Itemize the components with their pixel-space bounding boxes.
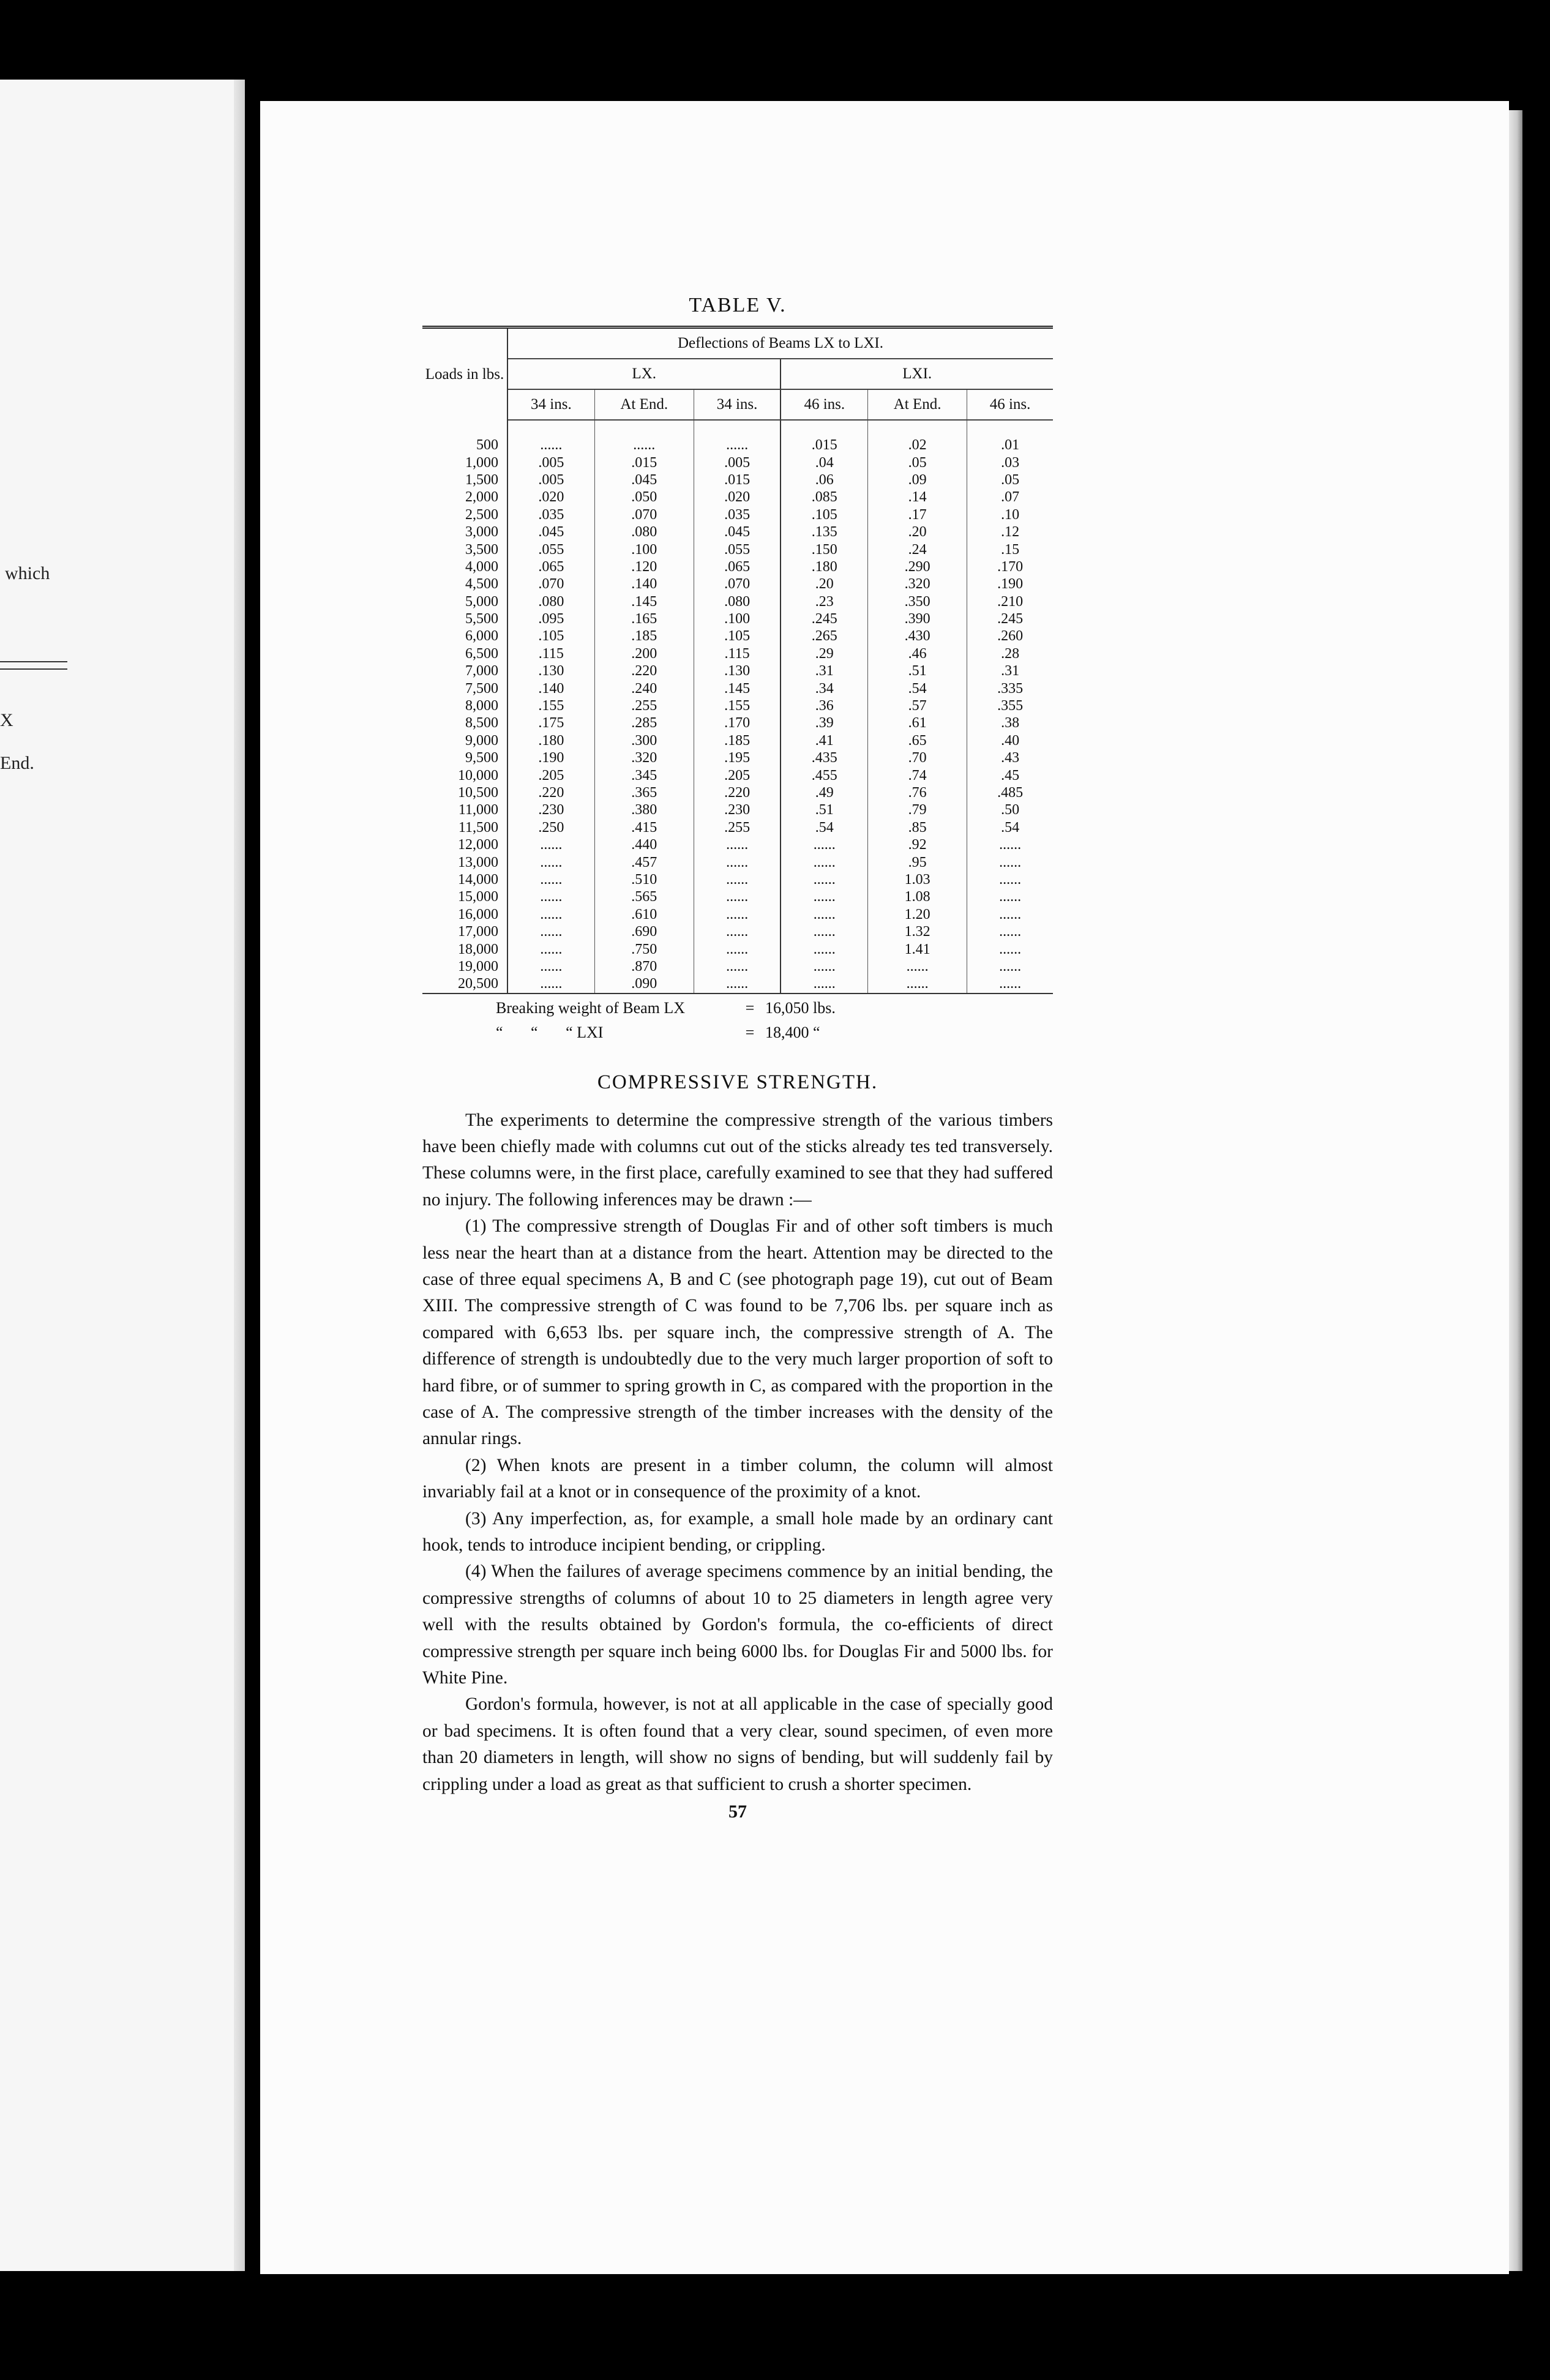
- load-cell: 18,000: [422, 940, 507, 957]
- deflection-cell: .17: [868, 506, 967, 523]
- deflection-cell: 1.08: [868, 888, 967, 905]
- deflection-cell: .045: [507, 523, 594, 541]
- load-cell: 6,500: [422, 645, 507, 662]
- deflection-cell: ......: [999, 924, 1022, 940]
- load-cell: 7,000: [422, 662, 507, 679]
- deflection-cell: ......: [999, 906, 1022, 922]
- deflection-cell: .12: [1001, 524, 1020, 541]
- deflection-cell: ......: [507, 871, 594, 888]
- body-paragraph: (3) Any imperfection, as, for example, a small hole made by an ordinary cant hook, tends to introduce incipient bending, or crippling.: [422, 1508, 1053, 1555]
- deflection-cell: .045: [594, 471, 694, 488]
- deflection-cell: .090: [594, 975, 694, 992]
- deflection-cell: ......: [694, 958, 781, 975]
- deflection-cell: .155: [507, 697, 594, 714]
- deflection-cell: .95: [868, 853, 967, 870]
- fragment-text: X: [0, 710, 13, 730]
- load-cell: 11,000: [422, 801, 507, 818]
- load-cell: 7,500: [422, 679, 507, 697]
- deflection-cell: .380: [594, 801, 694, 818]
- deflection-cell: .045: [694, 523, 781, 541]
- deflection-cell: .39: [781, 714, 867, 732]
- deflection-cell: .140: [507, 679, 594, 697]
- deflection-cell: ......: [999, 889, 1022, 905]
- table-row: [422, 766, 1053, 784]
- deflection-cell: .565: [594, 888, 694, 905]
- body-paragraph: (4) When the failures of average specimens commence by an initial bending, the compressive strengths of columns of about 10 to 25 diameters in length agree very well with the results obtained by Gordon's formula, the co-efficients of direct compressive strength per square inch being 6000 lbs. for Douglas Fir and 5000 lbs. for White Pine.: [422, 1562, 1053, 1688]
- table-row: [422, 923, 1053, 940]
- deflection-cell: .350: [868, 593, 967, 610]
- load-cell: 1,000: [422, 454, 507, 471]
- load-cell: 17,000: [422, 923, 507, 940]
- deflection-cell: .100: [694, 610, 781, 627]
- deflection-cell: .165: [594, 610, 694, 627]
- deflection-cell: .080: [694, 593, 781, 610]
- body-paragraph: The experiments to determine the compressive strength of the various timbers have been chiefly made with columns cut out of the sticks already tes ted transversely. These columns were, in the first place, carefully examined to see that they had suffered no injury. The following inferences may be drawn :—: [422, 1110, 1053, 1210]
- deflection-cell: ......: [507, 420, 594, 454]
- deflection-cell: .220: [694, 784, 781, 801]
- table-row: [422, 819, 1053, 836]
- page-edge: [234, 80, 245, 2271]
- deflection-cell: .145: [694, 679, 781, 697]
- deflection-cell: ......: [999, 958, 1022, 975]
- deflection-cell: .245: [997, 611, 1024, 627]
- deflection-cell: .300: [594, 732, 694, 749]
- deflection-cell: .10: [1001, 506, 1020, 523]
- deflection-cell: .435: [781, 749, 867, 766]
- table-bottom-rule: [422, 993, 1053, 994]
- deflection-cell: .320: [594, 749, 694, 766]
- deflection-cell: ......: [781, 853, 867, 870]
- deflection-cell: .485: [997, 785, 1024, 801]
- deflection-cell: .07: [1001, 489, 1020, 506]
- table-row: [422, 662, 1053, 679]
- load-cell: 20,500: [422, 975, 507, 992]
- equals-sign: =: [745, 998, 755, 1017]
- load-cell: 13,000: [422, 853, 507, 870]
- deflection-cell: .070: [694, 575, 781, 593]
- deflection-cell: .055: [507, 541, 594, 558]
- deflection-cell: .170: [997, 558, 1024, 575]
- load-cell: 5,000: [422, 593, 507, 610]
- deflection-cell: .09: [868, 471, 967, 488]
- deflection-cell: .175: [507, 714, 594, 732]
- deflection-cell: .92: [868, 836, 967, 853]
- breaking-value: 18,400 “: [765, 1023, 820, 1041]
- table-row: [422, 575, 1053, 593]
- deflection-cell: .440: [594, 836, 694, 853]
- load-cell: 9,500: [422, 749, 507, 766]
- deflection-cell: .020: [694, 488, 781, 506]
- deflection-cell: ......: [507, 940, 594, 957]
- load-cell: 11,500: [422, 819, 507, 836]
- deflection-cell: .20: [868, 523, 967, 541]
- deflection-cell: .095: [507, 610, 594, 627]
- table-row: [422, 975, 1053, 992]
- deflection-cell: .690: [594, 923, 694, 940]
- deflection-cell: .115: [507, 645, 594, 662]
- deflection-cell: .085: [781, 488, 867, 506]
- deflection-cell: .54: [1001, 819, 1020, 836]
- deflection-cell: .150: [781, 541, 867, 558]
- load-cell: 12,000: [422, 836, 507, 853]
- deflection-cell: .105: [694, 627, 781, 645]
- deflection-cell: .065: [507, 558, 594, 575]
- deflection-cell: .105: [507, 627, 594, 645]
- table-row: [422, 958, 1053, 975]
- deflection-cell: .100: [594, 541, 694, 558]
- deflection-cell: .220: [594, 662, 694, 679]
- table-row: [422, 836, 1053, 853]
- load-cell: 15,000: [422, 888, 507, 905]
- deflection-cell: .210: [997, 593, 1024, 610]
- deflection-cell: .41: [781, 732, 867, 749]
- table-row: [422, 679, 1053, 697]
- deflection-cell: .36: [781, 697, 867, 714]
- deflection-cell: ......: [507, 906, 594, 923]
- column-header: At End.: [594, 389, 694, 420]
- deflection-cell: .005: [507, 471, 594, 488]
- deflection-cell: .05: [1001, 471, 1020, 488]
- deflection-cell: .170: [694, 714, 781, 732]
- deflection-cell: .31: [1001, 663, 1020, 679]
- body-paragraph: Gordon's formula, however, is not at all applicable in the case of specially good or bad specimens. It is often found that a very clear, sound specimen, of even more than 20 diameters in length, will show no signs of bending, but will suddenly fail by crippling under a load as great as that sufficient to crush a shorter specimen.: [422, 1694, 1053, 1794]
- table-row: [422, 784, 1053, 801]
- deflection-cell: .54: [868, 679, 967, 697]
- deflection-cell: ......: [781, 888, 867, 905]
- deflection-cell: .255: [594, 697, 694, 714]
- load-cell: 8,500: [422, 714, 507, 732]
- table-row: [422, 523, 1053, 541]
- deflection-cell: .04: [781, 454, 867, 471]
- table-row: [422, 697, 1053, 714]
- deflection-cell: ......: [999, 837, 1022, 853]
- equals-sign: =: [745, 1023, 755, 1041]
- table-row: [422, 645, 1053, 662]
- deflection-cell: .260: [997, 628, 1024, 645]
- deflection-cell: ......: [781, 923, 867, 940]
- load-cell: 9,000: [422, 732, 507, 749]
- deflection-cell: ......: [694, 853, 781, 870]
- deflection-cell: .24: [868, 541, 967, 558]
- deflection-cell: .23: [781, 593, 867, 610]
- deflection-cell: .105: [781, 506, 867, 523]
- load-cell: 4,500: [422, 575, 507, 593]
- deflection-cell: .285: [594, 714, 694, 732]
- load-cell: 10,500: [422, 784, 507, 801]
- load-cell: 2,000: [422, 488, 507, 506]
- deflection-cell: .015: [594, 454, 694, 471]
- deflection-cell: .180: [781, 558, 867, 575]
- section-body: [422, 1107, 1053, 1798]
- deflection-cell: .28: [1001, 645, 1020, 662]
- breaking-weight-line: [496, 1022, 1053, 1043]
- table-row: [422, 454, 1053, 471]
- deflection-table: [422, 329, 1053, 993]
- deflection-cell: .355: [997, 698, 1024, 714]
- deflection-cell: ......: [868, 975, 967, 992]
- deflection-cell: .70: [868, 749, 967, 766]
- column-header: 46 ins.: [781, 389, 867, 420]
- deflection-cell: .035: [694, 506, 781, 523]
- loads-header: Loads in lbs.: [422, 329, 507, 420]
- deflection-cell: .870: [594, 958, 694, 975]
- deflection-cell: .46: [868, 645, 967, 662]
- deflection-cell: .255: [694, 819, 781, 836]
- deflection-cell: ......: [507, 888, 594, 905]
- deflection-cell: 1.03: [868, 871, 967, 888]
- deflection-cell: .020: [507, 488, 594, 506]
- fragment-text: End.: [0, 753, 34, 773]
- table-row: [422, 732, 1053, 749]
- deflection-cell: ......: [999, 854, 1022, 870]
- deflection-cell: ......: [507, 923, 594, 940]
- deflection-cell: .57: [868, 697, 967, 714]
- deflection-cell: .54: [781, 819, 867, 836]
- deflection-cell: .65: [868, 732, 967, 749]
- load-cell: 1,500: [422, 471, 507, 488]
- deflection-cell: .750: [594, 940, 694, 957]
- table-row: [422, 593, 1053, 610]
- breaking-weight-line: [496, 998, 1053, 1019]
- deflection-cell: .02: [868, 420, 967, 454]
- deflection-cell: .49: [781, 784, 867, 801]
- deflection-cell: .015: [781, 420, 867, 454]
- deflection-cell: .415: [594, 819, 694, 836]
- fragment-rule: [0, 661, 67, 662]
- table-row: [422, 506, 1053, 523]
- deflection-cell: .265: [781, 627, 867, 645]
- group-header: LX.: [507, 359, 781, 389]
- table-row: [422, 871, 1053, 888]
- deflection-cell: .51: [868, 662, 967, 679]
- deflection-cell: .070: [507, 575, 594, 593]
- deflection-cell: .43: [1001, 750, 1020, 766]
- table-row: [422, 471, 1053, 488]
- section-title: COMPRESSIVE STRENGTH.: [597, 1071, 878, 1093]
- load-cell: 10,000: [422, 766, 507, 784]
- breaking-label: “ “ “ LXI: [496, 1023, 604, 1041]
- deflection-cell: .195: [694, 749, 781, 766]
- deflection-cell: ......: [999, 976, 1022, 992]
- deflection-cell: ......: [781, 871, 867, 888]
- table-title: TABLE V.: [689, 294, 787, 316]
- deflection-cell: ......: [694, 923, 781, 940]
- deflection-cell: ......: [999, 871, 1022, 888]
- deflection-cell: ......: [694, 836, 781, 853]
- deflection-cell: ......: [694, 940, 781, 957]
- page-content: [422, 294, 1053, 1822]
- deflection-cell: .200: [594, 645, 694, 662]
- deflection-cell: .76: [868, 784, 967, 801]
- deflection-cell: .45: [1001, 767, 1020, 784]
- deflection-cell: .290: [868, 558, 967, 575]
- deflection-cell: .005: [694, 454, 781, 471]
- load-cell: 500: [422, 420, 507, 454]
- page-number: 57: [728, 1802, 747, 1822]
- deflection-cell: ......: [507, 958, 594, 975]
- column-header: 34 ins.: [694, 389, 781, 420]
- deflection-cell: .130: [694, 662, 781, 679]
- deflection-cell: ......: [507, 836, 594, 853]
- deflection-cell: ......: [999, 941, 1022, 957]
- deflection-cell: .34: [781, 679, 867, 697]
- deflection-cell: .320: [868, 575, 967, 593]
- table-body: [422, 420, 1053, 993]
- deflection-cell: .390: [868, 610, 967, 627]
- deflection-cell: ......: [694, 906, 781, 923]
- column-header: 34 ins.: [507, 389, 594, 420]
- deflection-cell: .03: [1001, 454, 1020, 471]
- deflection-cell: ......: [781, 975, 867, 992]
- breaking-value: 16,050 lbs.: [765, 998, 836, 1017]
- page-edge: [1509, 110, 1522, 2271]
- deflection-cell: .38: [1001, 715, 1020, 732]
- table-row: [422, 749, 1053, 766]
- deflection-cell: .20: [781, 575, 867, 593]
- breaking-weights: [422, 998, 1053, 1043]
- deflection-cell: .40: [1001, 732, 1020, 749]
- fragment-text: which: [5, 563, 50, 583]
- table-row: [422, 488, 1053, 506]
- table-row: [422, 714, 1053, 732]
- deflection-cell: .055: [694, 541, 781, 558]
- load-cell: 3,500: [422, 541, 507, 558]
- load-cell: 3,000: [422, 523, 507, 541]
- deflection-cell: .365: [594, 784, 694, 801]
- load-cell: 19,000: [422, 958, 507, 975]
- deflection-cell: .245: [781, 610, 867, 627]
- deflection-cell: .51: [781, 801, 867, 818]
- column-header: At End.: [868, 389, 967, 420]
- deflection-cell: .140: [594, 575, 694, 593]
- deflection-cell: .335: [997, 680, 1024, 697]
- deflection-cell: .240: [594, 679, 694, 697]
- table-row: [422, 940, 1053, 957]
- deflection-cell: ......: [694, 420, 781, 454]
- deflection-cell: .120: [594, 558, 694, 575]
- deflection-cell: .080: [594, 523, 694, 541]
- deflection-cell: .190: [997, 576, 1024, 593]
- group-header: LXI.: [781, 359, 1053, 389]
- deflection-cell: .070: [594, 506, 694, 523]
- deflection-cell: .06: [781, 471, 867, 488]
- deflection-cell: .065: [694, 558, 781, 575]
- deflection-cell: .50: [1001, 802, 1020, 818]
- load-cell: 6,000: [422, 627, 507, 645]
- table-row: [422, 610, 1053, 627]
- deflection-cell: .230: [694, 801, 781, 818]
- load-cell: 14,000: [422, 871, 507, 888]
- deflection-cell: .510: [594, 871, 694, 888]
- deflection-cell: ......: [781, 958, 867, 975]
- table-row: [422, 627, 1053, 645]
- deflection-cell: ......: [594, 420, 694, 454]
- deflection-cell: 1.41: [868, 940, 967, 957]
- deflection-cell: .205: [694, 766, 781, 784]
- deflection-cell: .205: [507, 766, 594, 784]
- body-paragraph: (1) The compressive strength of Douglas Fir and of other soft timbers is much less near the heart than at a distance from the heart. Attention may be directed to the case of three equal specimens A, B and C (see photograph page 19), cut out of Beam XIII. The compressive strength of C was found to be 7,706 lbs. per square inch as compared with 6,653 lbs. per square inch, the compressive strength of A. The difference of strength is undoubtedly due to the very much larger proportion of soft to hard fibre, or of summer to spring growth in C, as compared with the proportion in the case of A. The compressive strength of the timber increases with the density of the annular rings.: [422, 1216, 1053, 1449]
- facing-page-fragment: [0, 80, 245, 2271]
- table-row: [422, 888, 1053, 905]
- deflection-cell: .230: [507, 801, 594, 818]
- deflection-cell: .130: [507, 662, 594, 679]
- deflection-cell: .01: [1001, 437, 1020, 454]
- deflection-cell: ......: [781, 836, 867, 853]
- deflection-cell: .135: [781, 523, 867, 541]
- table-row: [422, 541, 1053, 558]
- table-row: [422, 801, 1053, 818]
- table-row: [422, 906, 1053, 923]
- deflection-cell: .14: [868, 488, 967, 506]
- table-caption: Deflections of Beams LX to LXI.: [507, 329, 1053, 359]
- deflection-cell: .79: [868, 801, 967, 818]
- load-cell: 4,000: [422, 558, 507, 575]
- body-paragraph: (2) When knots are present in a timber column, the column will almost invariably fail at a knot or in consequence of the proximity of a knot.: [422, 1455, 1053, 1502]
- deflection-cell: ......: [781, 906, 867, 923]
- deflection-cell: .31: [781, 662, 867, 679]
- deflection-cell: .080: [507, 593, 594, 610]
- deflection-cell: .457: [594, 853, 694, 870]
- deflection-cell: .430: [868, 627, 967, 645]
- deflection-cell: .185: [694, 732, 781, 749]
- column-header: 46 ins.: [967, 389, 1053, 420]
- deflection-cell: .050: [594, 488, 694, 506]
- deflection-cell: .035: [507, 506, 594, 523]
- fragment-rule: [0, 668, 67, 670]
- load-cell: 5,500: [422, 610, 507, 627]
- breaking-label: Breaking weight of Beam LX: [496, 998, 686, 1017]
- deflection-cell: ......: [694, 871, 781, 888]
- load-cell: 16,000: [422, 906, 507, 923]
- deflection-cell: ......: [507, 853, 594, 870]
- table-row: [422, 853, 1053, 870]
- deflection-cell: ......: [694, 888, 781, 905]
- deflection-cell: .610: [594, 906, 694, 923]
- load-cell: 8,000: [422, 697, 507, 714]
- deflection-cell: .05: [868, 454, 967, 471]
- deflection-cell: ......: [781, 940, 867, 957]
- deflection-cell: .220: [507, 784, 594, 801]
- deflection-cell: 1.32: [868, 923, 967, 940]
- deflection-cell: .005: [507, 454, 594, 471]
- deflection-cell: .250: [507, 819, 594, 836]
- deflection-cell: .015: [694, 471, 781, 488]
- deflection-cell: ......: [868, 958, 967, 975]
- deflection-cell: .15: [1001, 541, 1020, 558]
- deflection-cell: .115: [694, 645, 781, 662]
- load-cell: 2,500: [422, 506, 507, 523]
- deflection-cell: .85: [868, 819, 967, 836]
- deflection-cell: ......: [694, 975, 781, 992]
- deflection-cell: .155: [694, 697, 781, 714]
- deflection-cell: .185: [594, 627, 694, 645]
- table-row: [422, 558, 1053, 575]
- deflection-cell: ......: [507, 975, 594, 992]
- deflection-cell: .145: [594, 593, 694, 610]
- deflection-cell: .74: [868, 766, 967, 784]
- deflection-cell: .455: [781, 766, 867, 784]
- table-row: [422, 420, 1053, 454]
- deflection-cell: .190: [507, 749, 594, 766]
- deflection-cell: .180: [507, 732, 594, 749]
- deflection-cell: .345: [594, 766, 694, 784]
- deflection-cell: .61: [868, 714, 967, 732]
- deflection-cell: .29: [781, 645, 867, 662]
- deflection-cell: 1.20: [868, 906, 967, 923]
